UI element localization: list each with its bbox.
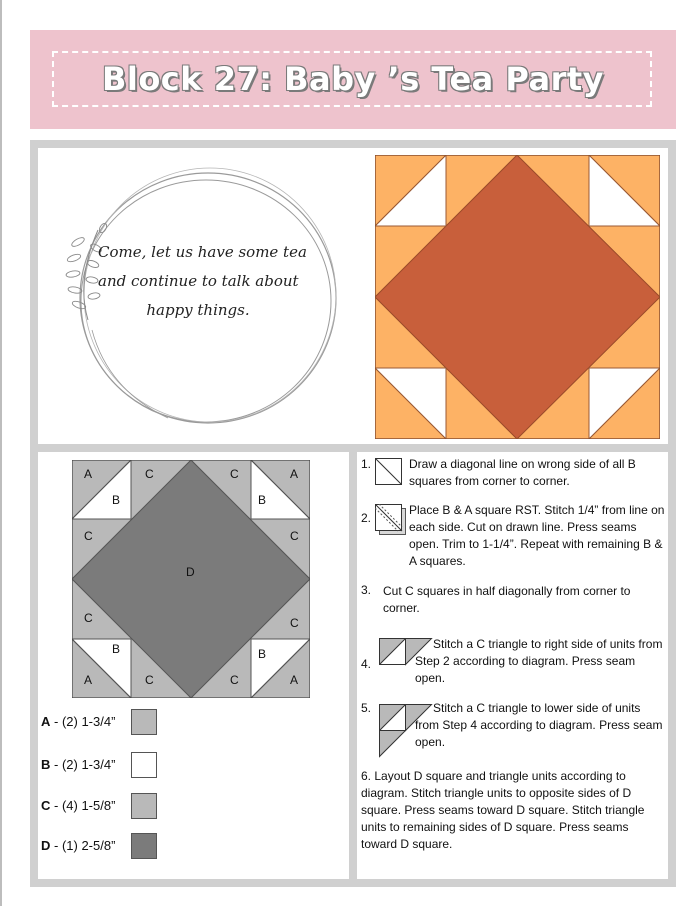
step-4	[361, 636, 661, 690]
label-a: A	[290, 673, 299, 687]
step-text	[361, 768, 661, 853]
step-body: Layout D square and triangle units according to diagram. Stitch triangle units to opposite sides of D square. Press seams toward D square. Stitch triangle units to remaining sides of D square. Press seams toward D square.	[361, 769, 645, 851]
fabric-spec: - (1) 2-5/8”	[50, 838, 116, 853]
title-banner	[30, 30, 676, 129]
content-frame	[30, 140, 676, 887]
label-d: D	[186, 565, 195, 579]
step-text: Stitch a C triangle to lower side of units from Step 4 according to diagram. Press seam open.	[415, 701, 663, 749]
fabric-letter: A	[41, 714, 51, 729]
step-text: Draw a diagonal line on wrong side of all B squares from corner to corner.	[409, 457, 636, 488]
step-number: 4.	[361, 657, 372, 671]
step-3	[361, 582, 661, 618]
fabric-letter: B	[41, 757, 51, 772]
quote-line: happy things.	[146, 301, 250, 319]
label-c: C	[290, 616, 299, 630]
label-b: B	[258, 493, 267, 507]
step-2	[361, 502, 665, 572]
step-text: Cut C squares in half diagonally from corner to corner.	[383, 584, 631, 615]
step-text: Place B & A square RST. Stitch 1/4” from line on each side. Cut on drawn line. Press seams open. Trim to 1-1/4”. Repeat with remaining B & A squares.	[409, 503, 665, 568]
label-b: B	[112, 493, 121, 507]
fabric-swatch	[131, 793, 157, 819]
page-title: Block 27: Baby ’s Tea Party	[101, 60, 605, 98]
label-c: C	[290, 529, 299, 543]
step-5	[361, 700, 661, 758]
label-a: A	[84, 467, 93, 481]
label-a: A	[84, 673, 93, 687]
label-c: C	[230, 467, 239, 481]
label-c: C	[230, 673, 239, 687]
step-text: Stitch a C triangle to right side of units from Step 2 according to diagram. Press seam open.	[415, 637, 663, 685]
step-number: 5.	[361, 701, 372, 715]
fabric-swatch	[131, 833, 157, 859]
fabric-spec: - (2) 1-3/4”	[50, 757, 116, 772]
label-c: C	[84, 611, 93, 625]
stitch-squares-icon	[375, 504, 407, 536]
label-c: C	[84, 529, 93, 543]
finished-block-illustration	[375, 155, 660, 439]
diagonal-square-icon	[375, 458, 402, 485]
block-diagram	[72, 460, 310, 698]
fabric-letter: D	[41, 838, 51, 853]
step-number: 6.	[361, 769, 372, 783]
fabric-spec: - (2) 1-3/4”	[50, 714, 116, 729]
fabric-spec: - (4) 1-5/8”	[50, 798, 116, 813]
cutting-panel	[38, 452, 349, 879]
instructions-panel	[357, 452, 668, 879]
page-edge	[0, 0, 2, 906]
top-panel	[38, 148, 668, 444]
fabric-swatch	[131, 709, 157, 735]
step-number: 3.	[361, 583, 372, 597]
tea-quote	[98, 238, 307, 325]
step-6	[361, 768, 661, 858]
step-1	[361, 456, 661, 492]
fabric-swatch	[131, 752, 157, 778]
label-a: A	[290, 467, 299, 481]
step-number: 1.	[361, 457, 372, 471]
quote-line: Come, let us have some tea	[98, 243, 307, 261]
quote-line: and continue to talk about	[98, 272, 299, 290]
label-c: C	[145, 467, 154, 481]
label-b: B	[112, 642, 121, 656]
fabric-letter: C	[41, 798, 51, 813]
label-b: B	[258, 647, 267, 661]
label-c: C	[145, 673, 154, 687]
step-number: 2.	[361, 511, 372, 525]
